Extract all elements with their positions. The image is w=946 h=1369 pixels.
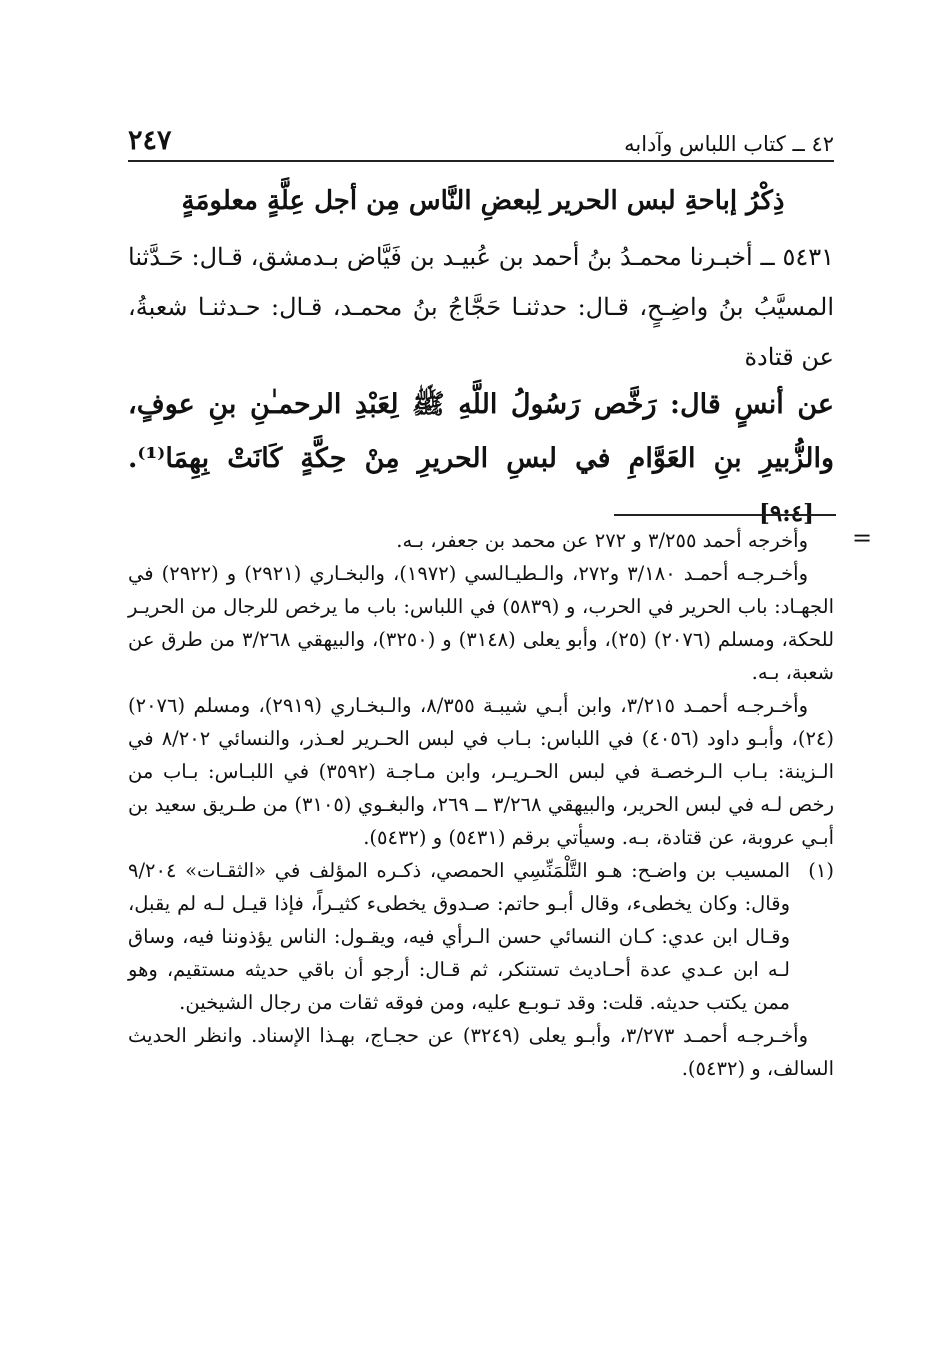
hadith-text: عن أنسٍ قال: رَخَّص رَسُولُ اللَّهِ ﷺ لِعَبْدِ الرحمـٰنِ بنِ عوفٍ، والزُّبيرِ بنِ العَوَّامِ في لبسِ الحريرِ مِنْ حِكَّةٍ كَانَتْ بِهِمَا⁽¹⁾.	[128, 389, 834, 474]
running-title: ٤٢ ــ كتاب اللباس وآدابه	[624, 132, 834, 156]
footnote-paragraph: وأخـرجـه أحمـد ٣/٢٧٣، وأبـو يعلى (٣٢٤٩) عن حجـاج، بهـذا الإسناد. وانظر الحديث السالف، و (٥٤٣٢).	[128, 1024, 834, 1080]
footnote-paragraph: وأخـرجـه أحمـد ٣/٢١٥، وابن أبـي شيبـة ٨/٣٥٥، والـبخـاري (٢٩١٩)، ومسلم (٢٠٧٦) (٢٤)، وأبـو داود (٤٠٥٦) في اللباس: بـاب في لبس الحـرير لعـذر، والنسائي ٨/٢٠٢ في الـزينة: بـاب الـرخصـة في لبس الحـريـر، وابن مـاجـة (٣٥٩٢) في اللبـاس: بـاب من رخص لـه في لبس الحرير، والبيهقي ٣/٢٦٨ ــ ٢٦٩، والبغـوي (٣١٠٥) من طـريق سعيد بن أبـي عروبة، عن قتادة، بـه. وسيأتي برقم (٥٤٣١) و (٥٤٣٢).	[128, 694, 834, 849]
footnote-separator	[614, 514, 836, 516]
footnote-1	[128, 854, 834, 1019]
footnotes	[128, 524, 834, 1085]
continuation-mark: =	[852, 524, 873, 552]
footnote-number: (١)	[808, 859, 834, 882]
hadith-chain-of-narration: ٥٤٣١ ــ أخبـرنا محمـدُ بنُ أحمد بن عُبيـد بن فَيَّاض بـدمشق، قـال: حَـدَّثنا المسيَّبُ بنُ واضِـحٍ، قـال: حدثنـا حَجَّاجُ بنُ محمـد، قـال: حـدثنـا شعبةُ، عن قتادة	[128, 243, 834, 371]
footnote-paragraph: وأخرجه أحمد ٣/٢٥٥ و ٢٧٢ عن محمد بن جعفر، بـه.	[396, 529, 808, 552]
footnote-text: المسيب بن واضـح: هـو التَّلْمَنِّسِي الحمصي، ذكـره المؤلف في «الثقـات» ٩/٢٠٤ وقال: وكان يخطىء، وقال أبـو حاتم: صـدوق يخطىء كثيـراً، فإذا قيـل لـه لم يقبل، وقـال ابن عدي: كـان النسائي حسن الـرأي فيه، ويقـول: الناس يؤذوننا فيه، وساق لـه ابن عـدي عدة أحـاديث تستنكر، ثم قـال: أرجو أن باقي حديثه مستقيم، وهو ممن يكتب حديثه. قلت: وقد تـوبـع عليه، ومن فوقه ثقات من رجال الشيخين.	[128, 859, 790, 1014]
hadith-text-block	[128, 378, 834, 541]
hadith-reference: [٩:٤]	[759, 500, 814, 527]
section-title: ذِكْرُ إباحةِ لبس الحرير لِبعضِ النَّاس مِن أجل عِلَّةٍ معلومَةٍ	[181, 186, 785, 216]
page-number: ٢٤٧	[128, 125, 172, 156]
footnote-paragraph: وأخـرجـه أحمـد ٣/١٨٠ و٢٧٢، والـطيـالسي (١٩٧٢)، والبخـاري (٢٩٢١) و (٢٩٢٢) في الجهـاد: باب الحرير في الحرب، و (٥٨٣٩) في اللباس: باب ما يرخص للرجال من الحريـر للحكة، ومسلم (٢٠٧٦) (٢٥)، وأبو يعلى (٣١٤٨) و (٣٢٥٠)، والبيهقي ٣/٢٦٨ من طرق عن شعبة، بـه.	[128, 562, 835, 684]
running-header	[128, 112, 834, 162]
